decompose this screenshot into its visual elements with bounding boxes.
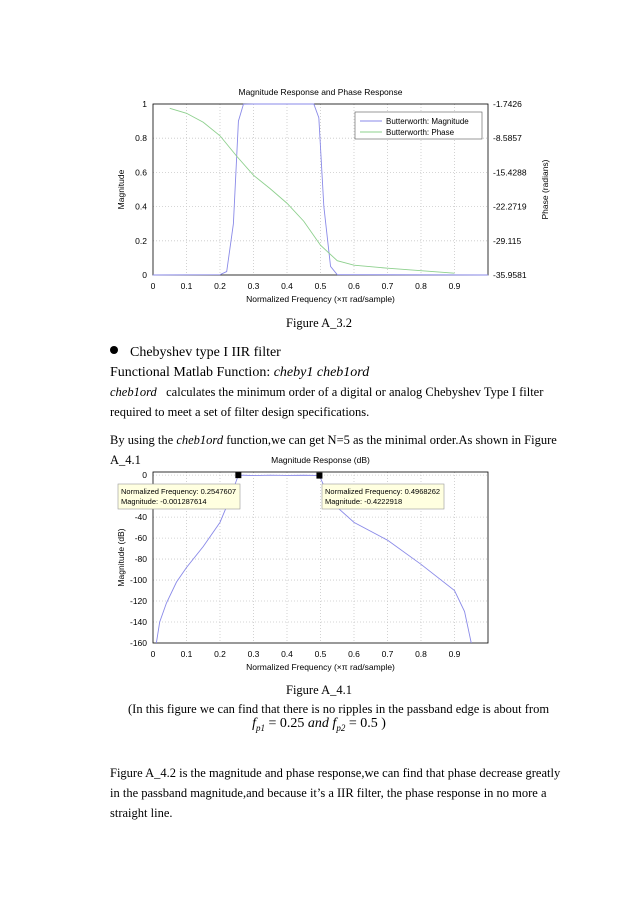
y-tick-label: -40 <box>134 512 147 523</box>
y-axis-label: Magnitude (dB) <box>116 528 126 587</box>
passband-note: (In this figure we can find that there is no ripples in the passband edge is about from <box>128 702 550 716</box>
y-tick-label: -120 <box>129 596 147 607</box>
x-axis-label: Normalized Frequency (×π rad/sample) <box>246 294 395 304</box>
y-tick-label: -100 <box>129 575 147 586</box>
legend-label: Butterworth: Magnitude <box>386 117 469 126</box>
y-tick-label: 0.6 <box>135 167 147 178</box>
figure-caption-3-2: Figure A_3.2 <box>286 316 352 330</box>
y2-tick-label: -15.4288 <box>493 167 527 178</box>
x-tick-label: 0.4 <box>281 281 293 291</box>
legend <box>355 112 482 139</box>
x-axis-label: Normalized Frequency (×π rad/sample) <box>246 662 395 672</box>
x-tick-label: 0.3 <box>247 649 260 659</box>
y2-tick-label: -8.5857 <box>493 133 522 144</box>
y2-axis-label: Phase (radians) <box>540 159 550 220</box>
x-tick-label: 0 <box>150 649 156 659</box>
y-axis-label: Magnitude <box>116 169 126 210</box>
x-tick-label: 0.1 <box>180 281 193 291</box>
x-tick-label: 0.6 <box>348 649 360 659</box>
y-tick-label: 0.8 <box>135 133 147 144</box>
bullet-heading: Chebyshev type I IIR filter <box>110 345 281 361</box>
magnitude-db-chart <box>110 448 560 676</box>
x-tick-label: 0.4 <box>281 649 293 659</box>
y-tick-label: 0 <box>142 270 147 280</box>
y-tick-label: -80 <box>134 554 147 565</box>
x-tick-label: 0.5 <box>314 281 327 291</box>
datatip-magnitude: Magnitude: -0.4222918 <box>325 497 403 506</box>
cheb1ord-description: cheb1ord calculates the minimum order of a digital or analog Chebyshev Type I filter required to meet a set of filter design specifications. <box>110 385 547 419</box>
chart-title: Magnitude Response and Phase Response <box>238 87 403 97</box>
magnitude-phase-chart <box>110 80 560 315</box>
y-tick-label: 0.2 <box>135 235 147 246</box>
x-tick-label: 0.7 <box>381 281 394 291</box>
x-tick-label: 0.7 <box>381 649 394 659</box>
y-tick-label: -140 <box>129 617 147 628</box>
y-tick-label: 0 <box>142 470 147 481</box>
y-tick-label: 1 <box>142 99 147 109</box>
x-tick-label: 0.8 <box>415 281 427 291</box>
phase-paragraph: Figure A_4.2 is the magnitude and phase response,we can find that phase decrease greatly in the passband magnitude,and because it’s a IIR filter, the phase response in no more a straight line. <box>110 766 561 820</box>
y2-tick-label: -29.115 <box>493 235 522 246</box>
x-tick-label: 0.3 <box>247 281 260 291</box>
datatip-frequency: Normalized Frequency: 0.4968262 <box>325 487 441 496</box>
figure-caption-4-1: Figure A_4.1 <box>286 683 352 697</box>
y2-tick-label: -22.2719 <box>493 201 527 212</box>
datatip-marker <box>235 472 241 478</box>
x-tick-label: 0.9 <box>448 649 461 659</box>
x-tick-label: 0.2 <box>214 649 226 659</box>
legend-label: Butterworth: Phase <box>386 128 455 137</box>
y-tick-label: 0.4 <box>135 201 147 212</box>
passband-formula: $f_{p1} = 0.25$ and $f_{p2} = 0.5$ ) <box>252 716 386 733</box>
x-tick-label: 0.8 <box>415 649 427 659</box>
y2-tick-label: -35.9581 <box>493 270 527 280</box>
y-tick-label: -60 <box>134 533 147 544</box>
x-tick-label: 0.5 <box>314 649 327 659</box>
y2-tick-label: -1.7426 <box>493 99 522 109</box>
x-tick-label: 0 <box>150 281 156 291</box>
x-tick-label: 0.1 <box>180 649 193 659</box>
x-tick-label: 0.6 <box>348 281 360 291</box>
order-paragraph: By using the cheb1ord function,we can get N=5 as the minimal order.As shown in Figure A_4.1 <box>110 433 557 467</box>
datatip-marker <box>316 473 322 479</box>
y-tick-label: -160 <box>129 638 147 648</box>
chart-title: Magnitude Response (dB) <box>271 455 370 465</box>
x-tick-label: 0.2 <box>214 281 226 291</box>
datatip-magnitude: Magnitude: -0.001287614 <box>121 497 207 506</box>
x-tick-label: 0.9 <box>448 281 461 291</box>
function-line: Functional Matlab Function: cheby1 cheb1ord <box>110 365 370 380</box>
datatip-frequency: Normalized Frequency: 0.2547607 <box>121 487 237 496</box>
bullet-icon <box>110 346 118 354</box>
